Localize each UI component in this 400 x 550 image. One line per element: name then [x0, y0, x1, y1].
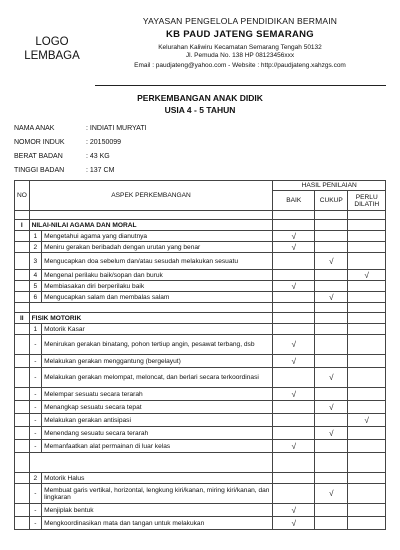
bullet-dash: - — [29, 355, 42, 368]
empty-cell — [15, 504, 30, 517]
aspect-text: Menendang sesuatu secara terarah — [42, 427, 273, 440]
aspect-text: Melempar sesuatu secara terarah — [42, 388, 273, 401]
empty-cell — [273, 303, 315, 313]
identity-row — [14, 150, 147, 164]
aspect-row — [15, 368, 386, 388]
grade-dilatih-cell — [348, 270, 386, 281]
empty-cell — [15, 253, 30, 270]
col-result-header: HASIL PENILAIAN — [273, 181, 386, 191]
aspect-row — [15, 388, 386, 401]
aspect-row — [15, 414, 386, 427]
grade-baik-cell — [273, 231, 315, 242]
aspect-row — [15, 292, 386, 303]
item-number: 3 — [29, 253, 42, 270]
spacer-row — [15, 453, 386, 473]
grade-baik-cell — [273, 270, 315, 281]
contact-line: Email : paudjateng@yahoo.com - Website : http://paudjateng.xahzgs.com — [134, 62, 346, 69]
subgroup-row — [15, 473, 386, 484]
item-number: 2 — [29, 242, 42, 253]
grade-dilatih-cell — [348, 517, 386, 530]
title-line-1: PERKEMBANGAN ANAK DIDIK — [137, 93, 263, 103]
grade-dilatih-cell — [348, 281, 386, 292]
aspect-text: Mengucapkan salam dan membalas salam — [42, 292, 273, 303]
empty-cell — [273, 453, 315, 473]
grade-baik-cell — [273, 504, 315, 517]
bullet-dash: - — [29, 504, 42, 517]
grade-baik-cell — [273, 253, 315, 270]
grade-dilatih-cell — [348, 292, 386, 303]
address-line: Kelurahan Kaliwiru Kecamatan Semarang Tengah 50132 — [158, 44, 322, 51]
subgroup-row — [15, 324, 386, 335]
header-divider — [95, 85, 386, 86]
empty-cell — [15, 427, 30, 440]
empty-cell — [348, 453, 386, 473]
grade-baik-cell — [273, 440, 315, 453]
check-mark: √ — [329, 292, 334, 302]
grade-baik-cell — [273, 292, 315, 303]
empty-cell — [315, 473, 348, 484]
col-good-header: BAIK — [273, 191, 315, 211]
foundation-name: YAYASAN PENGELOLA PENDIDIKAN BERMAIN — [142, 16, 338, 26]
check-mark: √ — [364, 415, 369, 425]
col-no-header: NO — [15, 181, 30, 211]
grade-dilatih-cell — [348, 253, 386, 270]
bullet-dash: - — [29, 388, 42, 401]
empty-cell — [15, 303, 30, 313]
check-mark: √ — [291, 340, 296, 349]
aspect-text: Meniru gerakan beribadah dengan urutan yang benar — [42, 242, 273, 253]
identity-row — [14, 164, 147, 178]
empty-cell — [348, 303, 386, 313]
check-mark: √ — [291, 231, 296, 241]
empty-cell — [273, 220, 315, 231]
grade-cukup-cell — [315, 517, 348, 530]
grade-cukup-cell — [315, 355, 348, 368]
grade-baik-cell — [273, 484, 315, 504]
aspect-row — [15, 401, 386, 414]
spacer-row — [15, 303, 386, 313]
grade-cukup-cell — [315, 440, 348, 453]
empty-cell — [315, 324, 348, 335]
empty-cell — [15, 242, 30, 253]
aspect-text: Menirukan gerakan binatang, pohon tertiup angin, pesawat terbang, dsb — [42, 335, 273, 355]
subgroup-number: 2 — [29, 473, 42, 484]
school-name: KB PAUD JATENG SEMARANG — [166, 29, 314, 40]
check-mark: √ — [329, 373, 334, 382]
empty-cell — [15, 368, 30, 388]
empty-cell — [348, 313, 386, 324]
grade-cukup-cell — [315, 504, 348, 517]
aspect-text: Menjiplak bentuk — [42, 504, 273, 517]
empty-cell — [29, 303, 273, 313]
check-mark: √ — [291, 281, 296, 291]
grade-cukup-cell — [315, 388, 348, 401]
empty-cell — [15, 292, 30, 303]
empty-cell — [15, 231, 30, 242]
grade-cukup-cell — [315, 270, 348, 281]
grade-cukup-cell — [315, 231, 348, 242]
subgroup-label: Motorik Halus — [42, 473, 273, 484]
grade-cukup-cell — [315, 242, 348, 253]
bullet-dash: - — [29, 335, 42, 355]
identity-value: : INDIATI MURYATI — [86, 125, 147, 132]
grade-cukup-cell — [315, 281, 348, 292]
col-enough-header: CUKUP — [315, 191, 348, 211]
bullet-dash: - — [29, 368, 42, 388]
item-number: 4 — [29, 270, 42, 281]
grade-cukup-cell — [315, 414, 348, 427]
empty-cell — [273, 211, 315, 220]
empty-cell — [15, 335, 30, 355]
empty-cell — [315, 220, 348, 231]
empty-cell — [15, 440, 30, 453]
grade-dilatih-cell — [348, 355, 386, 368]
grade-cukup-cell — [315, 484, 348, 504]
aspect-row — [15, 242, 386, 253]
empty-cell — [273, 324, 315, 335]
aspect-row — [15, 281, 386, 292]
check-mark: √ — [329, 428, 334, 438]
empty-cell — [348, 473, 386, 484]
bullet-dash: - — [29, 517, 42, 530]
aspect-text: Melakukan gerakan menggantung (bergelayut) — [42, 355, 273, 368]
identity-label: NAMA ANAK — [14, 125, 55, 132]
section-number: I — [15, 220, 30, 231]
identity-row — [14, 122, 147, 136]
development-table — [14, 180, 386, 530]
check-mark: √ — [291, 356, 296, 366]
grade-dilatih-cell — [348, 335, 386, 355]
grade-baik-cell — [273, 281, 315, 292]
grade-cukup-cell — [315, 292, 348, 303]
identity-value: : 137 CM — [86, 167, 115, 174]
aspect-text: Membuat garis vertikal, horizontal, lengkung kiri/kanan, miring kiri/kanan, dan lingkaran — [42, 484, 273, 504]
check-mark: √ — [291, 505, 296, 515]
check-mark: √ — [329, 489, 334, 498]
section-row — [15, 220, 386, 231]
empty-cell — [273, 313, 315, 324]
grade-baik-cell — [273, 401, 315, 414]
grade-baik-cell — [273, 368, 315, 388]
check-mark: √ — [329, 256, 334, 266]
empty-cell — [29, 453, 273, 473]
aspect-text: Mengucapkan doa sebelum dan/atau sesudah melakukan sesuatu — [42, 253, 273, 270]
col-aspect-header: ASPEK PERKEMBANGAN — [29, 181, 273, 211]
aspect-text: Menangkap sesuatu secara tepat — [42, 401, 273, 414]
empty-cell — [348, 324, 386, 335]
aspect-row — [15, 253, 386, 270]
grade-dilatih-cell — [348, 231, 386, 242]
empty-cell — [15, 388, 30, 401]
identity-label: NOMOR INDUK — [14, 139, 65, 146]
street-phone-line: Jl. Pemuda No. 138 HP 08123456xxx — [185, 52, 295, 59]
aspect-row — [15, 504, 386, 517]
logo-placeholder — [22, 35, 82, 63]
empty-cell — [15, 281, 30, 292]
empty-cell — [273, 473, 315, 484]
subgroup-number: 1 — [29, 324, 42, 335]
empty-cell — [315, 453, 348, 473]
aspect-text: Melakukan gerakan antisipasi — [42, 414, 273, 427]
empty-cell — [348, 211, 386, 220]
grade-dilatih-cell — [348, 440, 386, 453]
bullet-dash: - — [29, 484, 42, 504]
aspect-text: Melakukan gerakan melompat, meloncat, dan berlari secara terkoordinasi — [42, 368, 273, 388]
grade-baik-cell — [273, 388, 315, 401]
grade-cukup-cell — [315, 401, 348, 414]
spacer-row — [15, 211, 386, 220]
section-title: NILAI-NILAI AGAMA DAN MORAL — [29, 220, 273, 231]
empty-cell — [348, 220, 386, 231]
bullet-dash: - — [29, 414, 42, 427]
identity-row — [14, 136, 147, 150]
grade-baik-cell — [273, 517, 315, 530]
report-title — [0, 92, 400, 116]
check-mark: √ — [291, 441, 296, 451]
grade-dilatih-cell — [348, 414, 386, 427]
col-train-header: PERLU DILATIH — [348, 191, 386, 211]
grade-dilatih-cell — [348, 368, 386, 388]
check-mark: √ — [329, 402, 334, 412]
check-mark: √ — [291, 518, 296, 528]
title-line-2: USIA 4 - 5 TAHUN — [164, 105, 236, 115]
student-identity — [14, 122, 147, 178]
grade-dilatih-cell — [348, 401, 386, 414]
item-number: 5 — [29, 281, 42, 292]
grade-dilatih-cell — [348, 388, 386, 401]
check-mark: √ — [291, 242, 296, 252]
subgroup-label: Motorik Kasar — [42, 324, 273, 335]
check-mark: √ — [364, 270, 369, 280]
aspect-row — [15, 517, 386, 530]
empty-cell — [15, 484, 30, 504]
empty-cell — [15, 355, 30, 368]
identity-value: : 43 KG — [86, 153, 110, 160]
section-title: FISIK MOTORIK — [29, 313, 273, 324]
grade-dilatih-cell — [348, 504, 386, 517]
grade-baik-cell — [273, 355, 315, 368]
grade-cukup-cell — [315, 427, 348, 440]
aspect-row — [15, 231, 386, 242]
aspect-text: Membiasakan diri berperilaku baik — [42, 281, 273, 292]
aspect-row — [15, 355, 386, 368]
identity-label: BERAT BADAN — [14, 153, 63, 160]
bullet-dash: - — [29, 401, 42, 414]
aspect-text: Mengetahui agama yang dianutnya — [42, 231, 273, 242]
empty-cell — [15, 324, 30, 335]
grade-baik-cell — [273, 414, 315, 427]
bullet-dash: - — [29, 440, 42, 453]
empty-cell — [315, 303, 348, 313]
empty-cell — [15, 453, 30, 473]
aspect-row — [15, 484, 386, 504]
logo-line-1: LOGO — [35, 36, 69, 48]
grade-baik-cell — [273, 335, 315, 355]
grade-cukup-cell — [315, 368, 348, 388]
grade-baik-cell — [273, 427, 315, 440]
empty-cell — [15, 401, 30, 414]
empty-cell — [315, 211, 348, 220]
item-number: 1 — [29, 231, 42, 242]
grade-dilatih-cell — [348, 242, 386, 253]
empty-cell — [15, 473, 30, 484]
grade-dilatih-cell — [348, 484, 386, 504]
empty-cell — [315, 313, 348, 324]
empty-cell — [29, 211, 273, 220]
empty-cell — [15, 517, 30, 530]
aspect-text: Mengenal perilaku baik/sopan dan buruk — [42, 270, 273, 281]
aspect-row — [15, 427, 386, 440]
grade-baik-cell — [273, 242, 315, 253]
identity-value: : 20150099 — [86, 139, 122, 146]
grade-dilatih-cell — [348, 427, 386, 440]
aspect-text: Mengkoordinasikan mata dan tangan untuk melakukan — [42, 517, 273, 530]
logo-line-2: LEMBAGA — [24, 50, 80, 62]
item-number: 6 — [29, 292, 42, 303]
section-row — [15, 313, 386, 324]
empty-cell — [15, 211, 30, 220]
empty-cell — [15, 414, 30, 427]
identity-label: TINGGI BADAN — [14, 167, 65, 174]
bullet-dash: - — [29, 427, 42, 440]
aspect-row — [15, 270, 386, 281]
organization-header — [95, 16, 385, 69]
aspect-row — [15, 440, 386, 453]
grade-cukup-cell — [315, 335, 348, 355]
aspect-row — [15, 335, 386, 355]
aspect-text: Memanfaatkan alat permainan di luar kelas — [42, 440, 273, 453]
section-number: II — [15, 313, 30, 324]
empty-cell — [15, 270, 30, 281]
grade-cukup-cell — [315, 253, 348, 270]
check-mark: √ — [291, 389, 296, 399]
